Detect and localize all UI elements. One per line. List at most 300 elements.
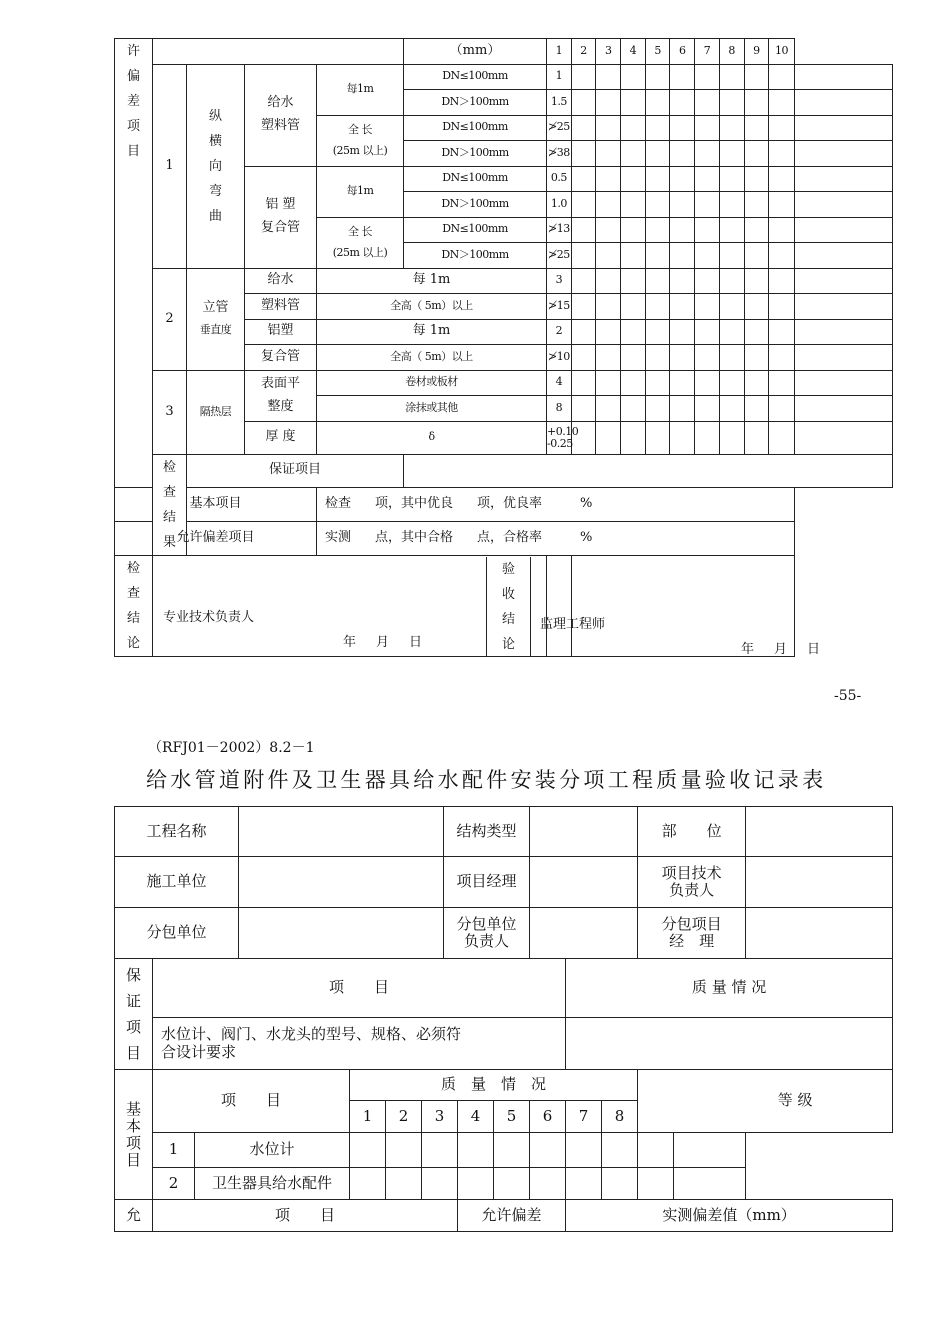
- measurement-cell[interactable]: [596, 370, 621, 396]
- col-number: 5: [494, 1101, 530, 1133]
- row-name: 卫生器具给水配件: [195, 1168, 350, 1200]
- measurement-cell[interactable]: [719, 421, 744, 454]
- measurement-cell[interactable]: [670, 421, 695, 454]
- measurement-cell[interactable]: [794, 294, 892, 320]
- quality-cell[interactable]: [638, 1133, 674, 1168]
- measurement-cell[interactable]: [744, 90, 769, 116]
- measurement-cell[interactable]: [621, 370, 646, 396]
- label-line: 负责人: [464, 932, 510, 950]
- quality-cell[interactable]: [530, 1133, 566, 1168]
- quality-cell[interactable]: [602, 1168, 638, 1200]
- measurement-cell[interactable]: [596, 64, 621, 90]
- basic-quality-header: 质 量 情 况: [350, 1070, 638, 1101]
- measurement-cell[interactable]: [695, 64, 720, 90]
- label-line: 项目技术: [661, 863, 722, 882]
- project-name-label: 工程名称: [115, 807, 239, 857]
- measurement-cell[interactable]: [719, 166, 744, 192]
- basic-label: 基本项目: [115, 488, 317, 522]
- measurement-cell[interactable]: [596, 192, 621, 218]
- grade-cell[interactable]: [674, 1168, 746, 1200]
- quality-cell[interactable]: [458, 1133, 494, 1168]
- flatness-line: 表面平: [260, 375, 300, 391]
- col-number: 1: [350, 1101, 386, 1133]
- measurement-cell[interactable]: [645, 64, 670, 90]
- measurement-cell[interactable]: [794, 141, 892, 167]
- measurement-cell[interactable]: [645, 396, 670, 422]
- measurement-cell[interactable]: [719, 243, 744, 269]
- measurement-cell[interactable]: [794, 243, 892, 269]
- side-char: 保: [125, 966, 141, 984]
- quality-cell[interactable]: [458, 1168, 494, 1200]
- measurement-cell[interactable]: [719, 319, 744, 345]
- allowed-value: ≯25: [547, 243, 572, 269]
- measurement-cell[interactable]: [621, 294, 646, 320]
- measurement-cell[interactable]: [794, 319, 892, 345]
- date-part: 年: [343, 634, 357, 650]
- pipe-type-line: 给水: [267, 95, 294, 111]
- measurement-cell[interactable]: [769, 217, 795, 243]
- measurement-cell[interactable]: [695, 421, 720, 454]
- measurement-cell[interactable]: [744, 64, 769, 90]
- group-number: 2: [153, 268, 187, 370]
- measurement-cell[interactable]: [670, 141, 695, 167]
- measurement-cell[interactable]: [769, 243, 795, 269]
- measurement-cell[interactable]: [645, 90, 670, 116]
- sub-pm-label: [638, 908, 746, 959]
- document-code: （RFJ01－2002）8.2－1: [148, 740, 315, 756]
- col-number: 8: [602, 1101, 638, 1133]
- quality-cell[interactable]: [386, 1168, 422, 1200]
- measurement-cell[interactable]: [645, 345, 670, 371]
- grade-cell[interactable]: [674, 1133, 746, 1168]
- measurement-cell[interactable]: [719, 396, 744, 422]
- col-number: 2: [386, 1101, 422, 1133]
- side-char: 果: [162, 534, 176, 550]
- condition: 涂抹或其他: [317, 396, 547, 422]
- measurement-cell[interactable]: [744, 294, 769, 320]
- quality-cell[interactable]: [566, 1133, 602, 1168]
- measurement-cell[interactable]: [769, 370, 795, 396]
- measurement-cell[interactable]: [621, 243, 646, 269]
- measurement-cell[interactable]: [571, 319, 596, 345]
- name-char: 向: [208, 158, 222, 174]
- date-part: 月: [376, 634, 390, 650]
- allowed-value: ≯38: [547, 141, 572, 167]
- measurement-cell[interactable]: [596, 319, 621, 345]
- side-char: 检: [162, 459, 176, 475]
- measurement-cell[interactable]: [596, 345, 621, 371]
- guarantee-quality-value[interactable]: [566, 1018, 893, 1070]
- measurement-cell[interactable]: [645, 421, 670, 454]
- value-line: +0.10: [547, 424, 579, 438]
- measurement-cell[interactable]: [670, 319, 695, 345]
- measurement-cell[interactable]: [571, 64, 596, 90]
- measurement-cell[interactable]: [670, 345, 695, 371]
- measurement-cell[interactable]: [719, 64, 744, 90]
- measurement-cell[interactable]: [571, 268, 596, 294]
- measurement-cell[interactable]: [571, 141, 596, 167]
- measurement-cell[interactable]: [744, 396, 769, 422]
- measurement-cell[interactable]: [596, 421, 621, 454]
- unit-header: （mm）: [404, 39, 547, 65]
- subcontractor-value[interactable]: [239, 908, 444, 959]
- measurement-cell[interactable]: [769, 268, 795, 294]
- dn-condition: DN≤100mm: [404, 64, 547, 90]
- col-number: 7: [566, 1101, 602, 1133]
- measurement-cell[interactable]: [571, 90, 596, 116]
- measurement-cell[interactable]: [719, 141, 744, 167]
- basic-item-header: 项 目: [153, 1070, 350, 1133]
- sub-lead-value[interactable]: [530, 908, 638, 959]
- tech-lead-value[interactable]: [746, 857, 893, 908]
- measurement-cell[interactable]: [769, 115, 795, 141]
- condition-line: 全 长: [348, 122, 372, 136]
- allowed-value: 1.0: [547, 192, 572, 218]
- guarantee-label: 保证项目: [187, 454, 404, 488]
- allowed-text[interactable]: [317, 521, 795, 555]
- part-label: 部 位: [638, 807, 746, 857]
- date-line: [343, 636, 422, 651]
- row-name: 水位计: [195, 1133, 350, 1168]
- measurement-cell[interactable]: [695, 345, 720, 371]
- item-line: 合设计要求: [161, 1042, 237, 1061]
- pipe-type-line: 复合管: [260, 220, 300, 235]
- measurement-cell[interactable]: [670, 115, 695, 141]
- measurement-cell[interactable]: [719, 217, 744, 243]
- col-number: 8: [719, 39, 744, 65]
- contractor-value[interactable]: [239, 857, 444, 908]
- name-char: 曲: [208, 208, 222, 224]
- measurement-cell[interactable]: [794, 370, 892, 396]
- pipe-type-line: 塑料管: [260, 118, 300, 133]
- measurement-cell[interactable]: [571, 192, 596, 218]
- side-char: 证: [125, 992, 141, 1010]
- measurement-cell[interactable]: [645, 166, 670, 192]
- project-name-value[interactable]: [239, 807, 444, 857]
- structure-type-value[interactable]: [530, 807, 638, 857]
- group-name: [187, 268, 245, 370]
- quality-cell[interactable]: [530, 1168, 566, 1200]
- measurement-cell[interactable]: [719, 115, 744, 141]
- measurement-cell[interactable]: [596, 115, 621, 141]
- measurement-cell[interactable]: [744, 115, 769, 141]
- condition: 全高（ 5m）以上: [317, 345, 547, 371]
- measurement-cell[interactable]: [596, 243, 621, 269]
- measurement-cell[interactable]: [769, 345, 795, 371]
- pipe-type: 给水: [245, 268, 317, 294]
- measurement-cell[interactable]: [621, 345, 646, 371]
- measurement-cell[interactable]: [794, 64, 892, 90]
- name-char: 纵: [208, 108, 222, 124]
- page-title: 给水管道附件及卫生器具给水配件安装分项工程质量验收记录表: [146, 768, 827, 792]
- measurement-cell[interactable]: [794, 268, 892, 294]
- dn-condition: DN≤100mm: [404, 217, 547, 243]
- col-number: 9: [744, 39, 769, 65]
- measurement-cell[interactable]: [670, 90, 695, 116]
- measurement-cell[interactable]: [621, 421, 646, 454]
- measurement-cell[interactable]: [670, 243, 695, 269]
- quality-header: 质 量 情 况: [566, 959, 893, 1018]
- col-number: 4: [621, 39, 646, 65]
- side-char: 项: [125, 1133, 141, 1152]
- measurement-cell[interactable]: [571, 294, 596, 320]
- measurement-cell[interactable]: [794, 217, 892, 243]
- measured-deviation-header: 实测偏差值（mm）: [566, 1200, 893, 1232]
- measurement-cell[interactable]: [670, 294, 695, 320]
- measurement-cell[interactable]: [621, 319, 646, 345]
- measurement-cell[interactable]: [794, 396, 892, 422]
- measurement-cell[interactable]: [621, 64, 646, 90]
- measurement-cell[interactable]: [596, 141, 621, 167]
- guarantee-value[interactable]: [404, 454, 893, 488]
- header-blank: [153, 39, 404, 65]
- measurement-cell[interactable]: [670, 396, 695, 422]
- allowed-value: 1: [547, 64, 572, 90]
- measurement-cell[interactable]: [744, 345, 769, 371]
- pipe-type: 铝塑: [245, 319, 317, 345]
- date-part: 月: [774, 642, 788, 657]
- measurement-cell[interactable]: [794, 166, 892, 192]
- measurement-cell[interactable]: [744, 166, 769, 192]
- condition: 每1m: [317, 64, 404, 115]
- measurement-cell[interactable]: [794, 115, 892, 141]
- side-char: 目: [125, 1150, 141, 1169]
- part-value[interactable]: [746, 807, 893, 857]
- measurement-cell[interactable]: [719, 294, 744, 320]
- dn-condition: DN≤100mm: [404, 115, 547, 141]
- measurement-cell[interactable]: [645, 370, 670, 396]
- col-number: 1: [547, 39, 572, 65]
- measurement-cell[interactable]: [621, 115, 646, 141]
- quality-cell[interactable]: [422, 1168, 458, 1200]
- measurement-cell[interactable]: [670, 192, 695, 218]
- supervisor-label: 监理工程师: [540, 617, 606, 632]
- guarantee-side-label: [115, 959, 153, 1070]
- quality-cell[interactable]: [494, 1133, 530, 1168]
- measurement-cell[interactable]: [695, 141, 720, 167]
- measurement-cell[interactable]: [719, 90, 744, 116]
- side-char: 许: [126, 44, 140, 59]
- measurement-cell[interactable]: [744, 141, 769, 167]
- measurement-cell[interactable]: [769, 319, 795, 345]
- group-name-line: 立管: [202, 300, 229, 316]
- measurement-cell[interactable]: [695, 370, 720, 396]
- dn-condition: DN＞100mm: [404, 243, 547, 269]
- condition: 全高（ 5m）以上: [317, 294, 547, 320]
- text-part: 点，合格率: [477, 529, 543, 545]
- allowed-value: ≯13: [547, 217, 572, 243]
- measurement-cell[interactable]: [621, 396, 646, 422]
- side-char: 偏: [126, 69, 140, 84]
- measurement-cell[interactable]: [596, 90, 621, 116]
- measurement-cell[interactable]: [769, 396, 795, 422]
- measurement-cell[interactable]: [695, 192, 720, 218]
- measurement-cell[interactable]: [695, 166, 720, 192]
- measurement-cell[interactable]: [596, 396, 621, 422]
- measurement-cell[interactable]: [621, 166, 646, 192]
- measurement-cell[interactable]: [695, 243, 720, 269]
- measurement-cell[interactable]: [571, 217, 596, 243]
- condition-line: (25m 以上): [332, 143, 388, 157]
- measurement-cell[interactable]: [645, 294, 670, 320]
- measurement-cell[interactable]: [621, 90, 646, 116]
- measurement-cell[interactable]: [621, 192, 646, 218]
- measurement-cell[interactable]: [769, 166, 795, 192]
- measurement-cell[interactable]: [571, 115, 596, 141]
- side-char: 论: [501, 637, 515, 652]
- allowed-deviation-header: 允许偏差: [458, 1200, 566, 1232]
- quality-cell[interactable]: [494, 1168, 530, 1200]
- col-number: 6: [670, 39, 695, 65]
- measurement-cell[interactable]: [744, 217, 769, 243]
- quality-cell[interactable]: [350, 1168, 386, 1200]
- measurement-cell[interactable]: [719, 192, 744, 218]
- pm-value[interactable]: [530, 857, 638, 908]
- measurement-cell[interactable]: [769, 90, 795, 116]
- side-char: 论: [126, 635, 140, 651]
- measurement-cell[interactable]: [769, 421, 795, 454]
- measurement-cell[interactable]: [769, 141, 795, 167]
- flatness-label: [245, 370, 317, 421]
- measurement-cell[interactable]: [769, 192, 795, 218]
- measurement-cell[interactable]: [621, 217, 646, 243]
- measurement-cell[interactable]: [596, 217, 621, 243]
- measurement-cell[interactable]: [670, 64, 695, 90]
- text-part: %: [580, 529, 593, 545]
- side-char: 结: [126, 610, 140, 626]
- measurement-cell[interactable]: [645, 268, 670, 294]
- measurement-cell[interactable]: [621, 141, 646, 167]
- item-header: 项 目: [153, 959, 566, 1018]
- measurement-cell[interactable]: [695, 115, 720, 141]
- quality-cell[interactable]: [602, 1133, 638, 1168]
- thickness-label: 厚 度: [245, 421, 317, 454]
- allowed-value: 2: [547, 319, 572, 345]
- sub-pm-value[interactable]: [746, 908, 893, 959]
- col-number: 7: [695, 39, 720, 65]
- measurement-cell[interactable]: [744, 319, 769, 345]
- value-line: -0.25: [547, 436, 573, 450]
- measurement-cell[interactable]: [695, 319, 720, 345]
- measurement-cell[interactable]: [645, 243, 670, 269]
- text-part: %: [580, 496, 593, 512]
- measurement-cell[interactable]: [571, 243, 596, 269]
- side-char: 项: [126, 119, 140, 134]
- measurement-cell[interactable]: [719, 268, 744, 294]
- measurement-cell[interactable]: [596, 294, 621, 320]
- allowed-value: ≯25: [547, 115, 572, 141]
- label-line: 负责人: [669, 881, 715, 899]
- measurement-cell[interactable]: [794, 421, 892, 454]
- date-part: 日: [807, 642, 821, 657]
- item-line: 水位计、阀门、水龙头的型号、规格、必须符: [161, 1025, 462, 1044]
- measurement-cell[interactable]: [645, 217, 670, 243]
- side-char: 结: [162, 509, 176, 525]
- basic-side-label: [115, 1070, 153, 1200]
- quality-cell[interactable]: [386, 1133, 422, 1168]
- text-part: 项，优良率: [477, 496, 543, 512]
- allowed-item-header: 项 目: [153, 1200, 458, 1232]
- measurement-cell[interactable]: [645, 115, 670, 141]
- quality-cell[interactable]: [566, 1168, 602, 1200]
- measurement-cell[interactable]: [571, 370, 596, 396]
- measurement-cell[interactable]: [571, 396, 596, 422]
- side-char: 验: [501, 562, 515, 577]
- group-name: 隔热层: [187, 370, 245, 454]
- basic-text[interactable]: [317, 488, 795, 522]
- measurement-cell[interactable]: [695, 217, 720, 243]
- label-line: 分包项目: [661, 914, 722, 933]
- measurement-cell[interactable]: [645, 192, 670, 218]
- pipe-type: [245, 64, 317, 166]
- measurement-cell[interactable]: [596, 268, 621, 294]
- side-char: 查: [126, 585, 140, 601]
- quality-cell[interactable]: [422, 1133, 458, 1168]
- allowed-value: 1.5: [547, 90, 572, 116]
- condition: 卷材或板材: [317, 370, 547, 396]
- measurement-cell[interactable]: [744, 370, 769, 396]
- side-char: 检: [126, 560, 140, 576]
- row-number: 2: [153, 1168, 195, 1200]
- measurement-cell[interactable]: [571, 166, 596, 192]
- measurement-cell[interactable]: [744, 421, 769, 454]
- measurement-cell[interactable]: [645, 141, 670, 167]
- measurement-cell[interactable]: [695, 396, 720, 422]
- subcontractor-label: 分包单位: [115, 908, 239, 959]
- measurement-cell[interactable]: [769, 64, 795, 90]
- measurement-cell[interactable]: [670, 268, 695, 294]
- measurement-cell[interactable]: [695, 90, 720, 116]
- allowed-value: 8: [547, 396, 572, 422]
- measurement-cell[interactable]: [744, 192, 769, 218]
- measurement-cell[interactable]: [670, 370, 695, 396]
- measurement-cell[interactable]: [695, 294, 720, 320]
- measurement-cell[interactable]: [621, 268, 646, 294]
- measurement-cell[interactable]: [695, 268, 720, 294]
- allowed-side-label: 允: [115, 1200, 153, 1232]
- measurement-cell[interactable]: [719, 345, 744, 371]
- dn-condition: DN＞100mm: [404, 141, 547, 167]
- pipe-type-line: 铝 塑: [265, 197, 296, 213]
- measurement-cell[interactable]: [769, 294, 795, 320]
- measurement-cell[interactable]: [670, 166, 695, 192]
- measurement-cell[interactable]: [670, 217, 695, 243]
- name-char: 横: [208, 133, 222, 149]
- measurement-cell[interactable]: [794, 90, 892, 116]
- quality-cell[interactable]: [350, 1133, 386, 1168]
- text-part: 实测: [325, 529, 352, 545]
- pipe-type: [245, 166, 317, 268]
- measurement-cell[interactable]: [744, 268, 769, 294]
- measurement-cell[interactable]: [719, 370, 744, 396]
- condition: 每1m: [317, 166, 404, 217]
- measurement-cell[interactable]: [596, 166, 621, 192]
- row-number: 1: [153, 1133, 195, 1168]
- quality-cell[interactable]: [638, 1168, 674, 1200]
- measurement-cell[interactable]: [744, 243, 769, 269]
- allowed-value: 4: [547, 370, 572, 396]
- col-number: 4: [458, 1101, 494, 1133]
- measurement-cell[interactable]: [571, 345, 596, 371]
- measurement-cell[interactable]: [794, 192, 892, 218]
- name-char: 弯: [208, 183, 222, 199]
- structure-type-label: 结构类型: [444, 807, 530, 857]
- measurement-cell[interactable]: [794, 345, 892, 371]
- acceptance-record-table: [114, 806, 893, 1232]
- pipe-type: 塑料管: [245, 294, 317, 320]
- measurement-cell[interactable]: [645, 319, 670, 345]
- side-char: 目: [126, 144, 140, 159]
